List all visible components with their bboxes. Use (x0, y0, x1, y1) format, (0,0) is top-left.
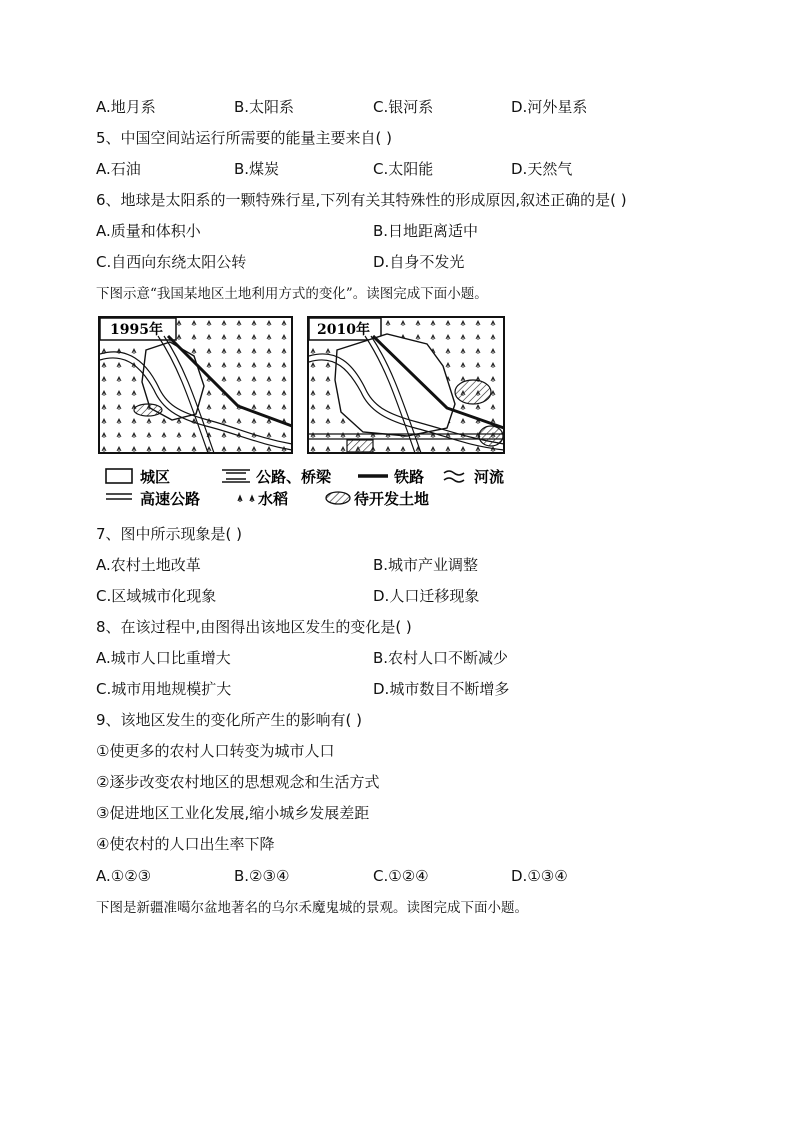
q5-option-d: D.天然气 (511, 160, 573, 178)
q8-option-c: C.城市用地规模扩大 (96, 680, 232, 698)
q4-option-d: D.河外星系 (511, 98, 588, 116)
q9-option-c: C.①②④ (373, 867, 429, 885)
q9-option-a: A.①②③ (96, 867, 152, 885)
q7-option-b: B.城市产业调整 (373, 556, 479, 574)
legend-river-label: 河流 (474, 468, 505, 486)
q6-option-d: D.自身不发光 (373, 253, 465, 271)
map-2010-panel (308, 317, 504, 453)
map-1995-panel (99, 317, 292, 453)
q4-option-c: C.银河系 (373, 98, 434, 116)
q9-option-b: B.②③④ (234, 867, 290, 885)
q6-option-b: B.日地距离适中 (373, 222, 479, 240)
year-1995-label: 1995年 (110, 322, 163, 338)
map-intro-text: 下图示意“我国某地区土地利用方式的变化”。读图完成下面小题。 (96, 286, 488, 302)
legend-undeveloped-label: 待开发土地 (354, 490, 430, 508)
q8-option-d: D.城市数目不断增多 (373, 680, 510, 698)
landscape-intro-text: 下图是新疆准噶尔盆地著名的乌尔禾魔鬼城的景观。读图完成下面小题。 (96, 900, 528, 916)
q7-option-c: C.区域城市化现象 (96, 587, 217, 605)
legend-road-swatch (222, 470, 250, 482)
q5-stem: 5、中国空间站运行所需要的能量主要来自( ) (96, 129, 393, 147)
q5-option-c: C.太阳能 (373, 160, 434, 178)
q5-option-b: B.煤炭 (234, 160, 280, 178)
map-legend (106, 468, 504, 508)
legend-rice-swatch (238, 496, 254, 502)
legend-river-swatch (444, 471, 464, 482)
q8-option-a: A.城市人口比重增大 (96, 649, 231, 667)
q9-item-4: ④使农村的人口出生率下降 (96, 835, 275, 853)
legend-city-swatch (106, 469, 132, 483)
legend-undeveloped-swatch (326, 492, 350, 504)
q7-stem: 7、图中所示现象是( ) (96, 525, 243, 543)
land-use-map-figure (98, 316, 510, 512)
legend-city-label: 城区 (140, 468, 171, 486)
q4-option-b: B.太阳系 (234, 98, 295, 116)
legend-highway-label: 高速公路 (140, 490, 201, 508)
q9-option-d: D.①③④ (511, 867, 568, 885)
q9-item-1: ①使更多的农村人口转变为城市人口 (96, 742, 335, 760)
legend-road-label: 公路、桥梁 (256, 468, 332, 486)
q5-option-a: A.石油 (96, 160, 141, 178)
q6-option-a: A.质量和体积小 (96, 222, 201, 240)
q8-stem: 8、在该过程中,由图得出该地区发生的变化是( ) (96, 618, 412, 636)
q9-stem: 9、该地区发生的变化所产生的影响有( ) (96, 711, 363, 729)
q8-option-b: B.农村人口不断减少 (373, 649, 509, 667)
legend-rice-label: 水稻 (258, 490, 289, 508)
q4-option-a: A.地月系 (96, 98, 156, 116)
q7-option-d: D.人口迁移现象 (373, 587, 480, 605)
q9-item-3: ③促进地区工业化发展,缩小城乡发展差距 (96, 804, 370, 822)
q6-stem: 6、地球是太阳系的一颗特殊行星,下列有关其特殊性的形成原因,叙述正确的是( ) (96, 191, 627, 209)
q9-item-2: ②逐步改变农村地区的思想观念和生活方式 (96, 773, 380, 791)
legend-railway-label: 铁路 (394, 468, 425, 486)
q7-option-a: A.农村土地改革 (96, 556, 201, 574)
q6-option-c: C.自西向东绕太阳公转 (96, 253, 247, 271)
year-2010-label: 2010年 (317, 322, 370, 338)
